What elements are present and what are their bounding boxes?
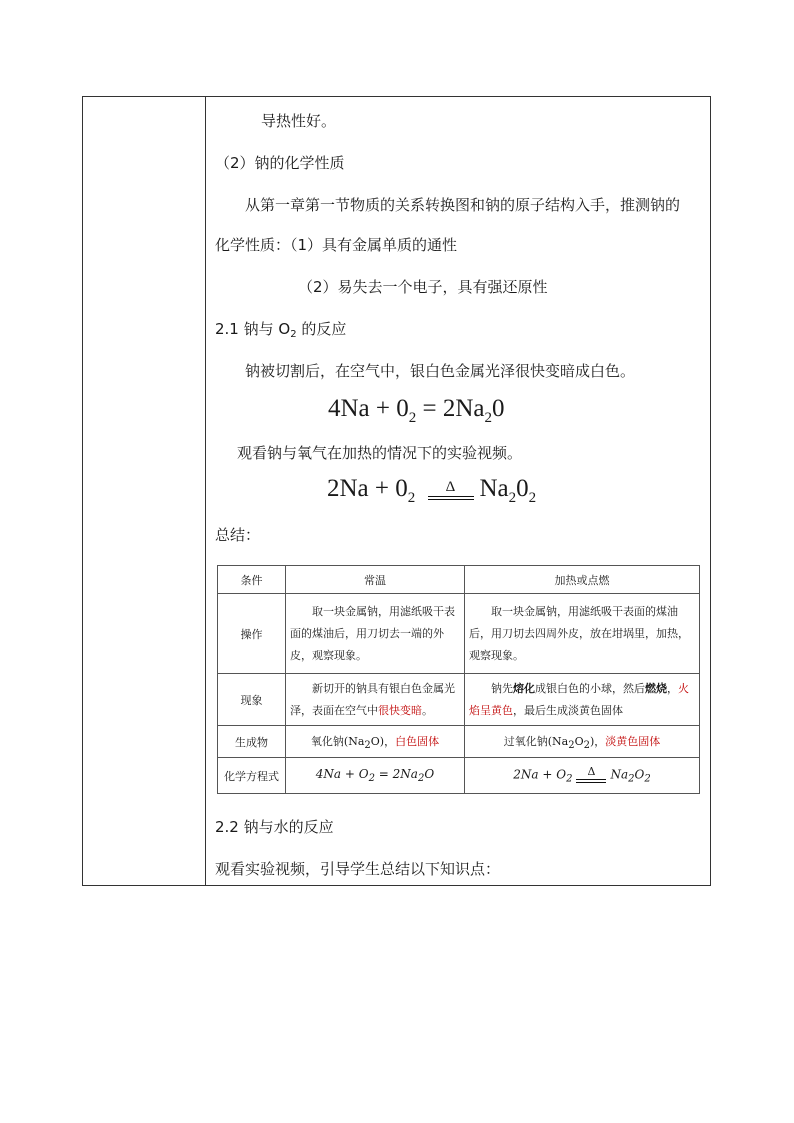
- subscript: 2: [290, 329, 297, 340]
- eq-term: O: [634, 767, 645, 782]
- table-cell: [465, 726, 700, 758]
- table-header: 加热或点燃: [465, 566, 700, 594]
- cell-text: 钠先: [491, 681, 513, 695]
- table-cell: [286, 594, 465, 674]
- row-label: 操作: [218, 594, 286, 674]
- highlight-text: 淡黄色固体: [605, 734, 661, 748]
- cell-text: 氧化钠(Na: [310, 734, 365, 748]
- eq-term: 4Na + 0: [328, 395, 409, 422]
- delta-symbol: Δ: [587, 764, 596, 778]
- subscript: 2: [508, 490, 517, 506]
- heading-text: 2.1 钠与 O: [215, 320, 291, 338]
- eq-term: O: [424, 767, 435, 781]
- cell-text: 成银白色的小球，然后: [535, 681, 645, 695]
- subscript: 2: [417, 773, 425, 784]
- subscript: 2: [484, 410, 492, 426]
- row-label: 现象: [218, 674, 286, 726]
- section-heading: 2.2 钠与水的反应: [215, 818, 334, 836]
- cell-text: O: [574, 734, 584, 748]
- section-heading: （2）钠的化学性质: [215, 154, 345, 172]
- table-row: [218, 566, 700, 594]
- subscript: 2: [628, 773, 635, 785]
- delta-symbol: Δ: [445, 479, 456, 496]
- cell-text: 取一块金属钠，用滤纸吸干表面的煤油后，用刀切去四周外皮，放在坩埚里，加热，观察现象。: [469, 604, 689, 662]
- table-cell: [465, 594, 700, 674]
- subscript: 2: [407, 490, 416, 506]
- cell-text: 取一块金属钠，用滤纸吸干表面的煤油后，用刀切去一端的外皮，观察现象。: [290, 604, 455, 662]
- cell-text: [290, 678, 460, 722]
- row-label: 生成物: [218, 726, 286, 758]
- highlight-text: 火焰呈黄色: [469, 681, 689, 717]
- table-cell: [286, 674, 465, 726]
- text-line: 钠被切割后，在空气中，银白色金属光泽很快变暗成白色。: [245, 362, 636, 380]
- eq-term: 2Na + 0: [327, 475, 408, 502]
- equation-sodium-oxide: [328, 395, 505, 427]
- table-row: [218, 594, 700, 674]
- cell-text: 。: [422, 703, 433, 717]
- heading-text: 的反应: [296, 320, 347, 338]
- subscript: 2: [583, 739, 590, 751]
- content-column: [207, 97, 710, 885]
- cell-text: )，: [589, 734, 606, 748]
- table-cell: [286, 726, 465, 758]
- text-line: 化学性质：（1）具有金属单质的通性: [215, 236, 458, 254]
- subscript: 2: [408, 410, 417, 426]
- text-line: 观看钠与氧气在加热的情况下的实验视频。: [237, 444, 523, 462]
- equation-sodium-peroxide: [327, 475, 536, 507]
- document-table: [82, 96, 711, 886]
- eq-term: = 2Na: [416, 395, 485, 422]
- table-cell: [465, 674, 700, 726]
- table-row: [218, 726, 700, 758]
- subscript: 2: [528, 490, 537, 506]
- text-line: 观看实验视频，引导学生总结以下知识点：: [215, 860, 501, 878]
- text-line: 总结：: [215, 526, 261, 544]
- subscript: 2: [568, 739, 575, 751]
- table-row: [218, 758, 700, 794]
- left-column: [83, 97, 206, 885]
- heating-condition-icon: [428, 480, 474, 500]
- cell-text: [469, 678, 695, 722]
- cell-text: ，: [667, 681, 678, 695]
- summary-table: [217, 565, 700, 794]
- row-label: 化学方程式: [218, 758, 286, 794]
- text-line: 从第一章第一节物质的关系转换图和钠的原子结构入手，推测钠的: [245, 196, 681, 214]
- cell-text: 过氧化钠(Na: [503, 734, 569, 748]
- eq-term: 0: [492, 395, 505, 422]
- subscript: 2: [364, 739, 371, 751]
- section-heading: [215, 319, 346, 345]
- subscript: 2: [644, 773, 651, 785]
- eq-term: Na: [610, 767, 629, 782]
- text-line: 导热性好。: [261, 112, 337, 130]
- eq-term: 2Na + O: [513, 767, 567, 782]
- text-line: （2）易失去一个电子，具有强还原性: [298, 278, 548, 296]
- subscript: 2: [566, 773, 573, 785]
- eq-term: Na: [479, 475, 509, 502]
- bold-text: 熔化: [513, 681, 535, 695]
- heating-condition-icon: [576, 764, 606, 783]
- eq-term: = 2Na: [374, 767, 418, 781]
- cell-text: O)，: [370, 734, 396, 748]
- eq-term: 4Na + O: [315, 767, 369, 781]
- cell-text: 新切开的钠具有银白色金属光泽，表面在空气中: [290, 681, 455, 717]
- bold-text: 燃烧: [645, 681, 667, 695]
- cell-text: ，最后生成淡黄色固体: [513, 703, 623, 717]
- highlight-text: 白色固体: [395, 734, 440, 748]
- table-cell: [286, 758, 465, 794]
- table-cell: [465, 758, 700, 794]
- table-header: 条件: [218, 566, 286, 594]
- highlight-text: 很快变暗: [378, 703, 422, 717]
- table-header: 常温: [286, 566, 465, 594]
- table-row: [218, 674, 700, 726]
- eq-term: 0: [516, 475, 529, 502]
- subscript: 2: [368, 773, 375, 784]
